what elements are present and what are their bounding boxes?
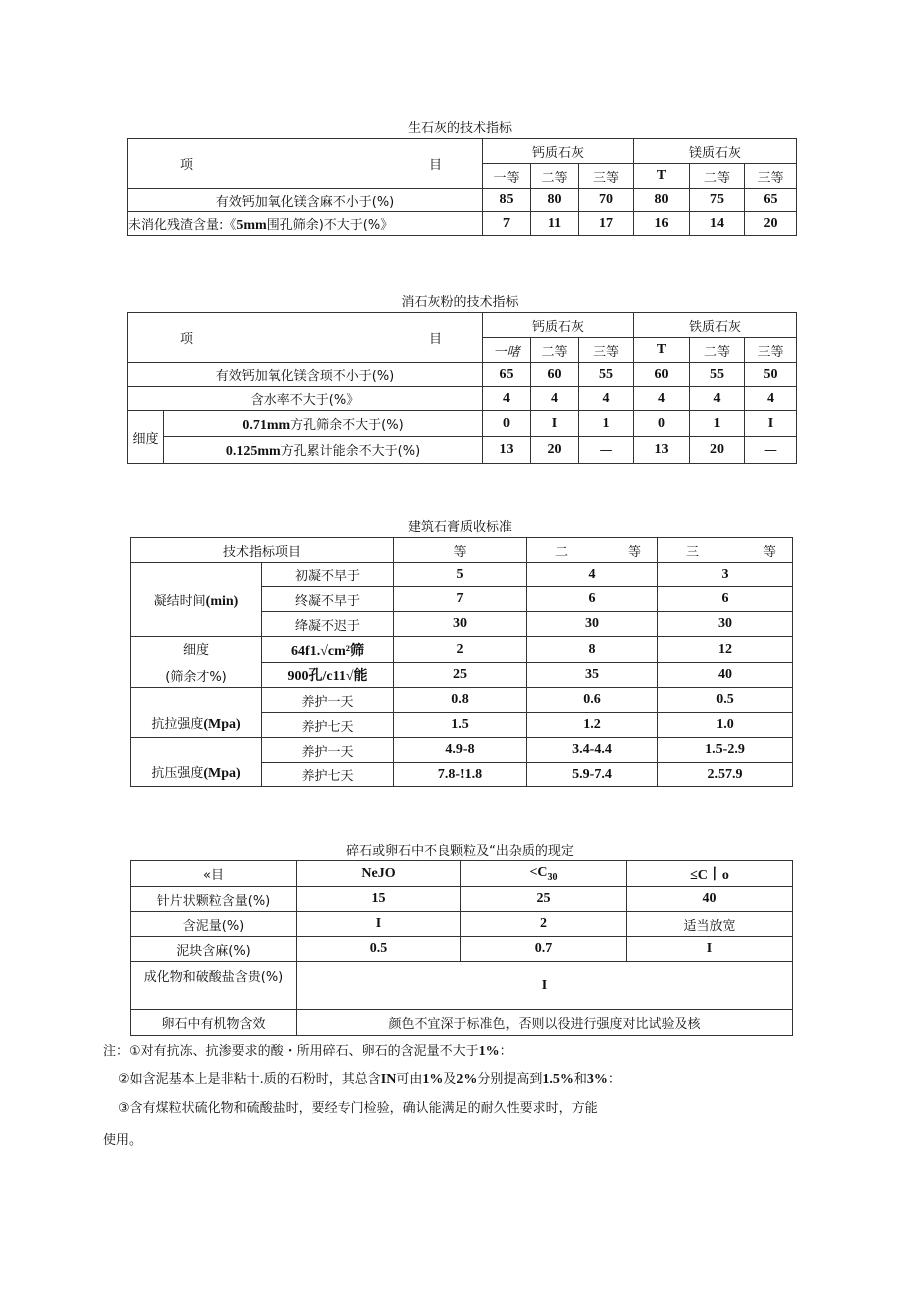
row-label: 成化物和破酸盐含贵(%) [131, 962, 297, 1010]
grade2-header: 二 等 [527, 538, 658, 563]
value-cell: 0.6 [527, 688, 658, 713]
row-label: 900孔/c11√能 [262, 663, 394, 688]
value-cell: 55 [690, 363, 745, 387]
grade2-header: $<C_{30}$ [461, 861, 627, 887]
value-cell: I [745, 411, 797, 437]
row-label: 有效钙加氧化镁含麻不小于(%) [128, 189, 483, 212]
row-label: 64f1.√cm²筛 [262, 637, 394, 663]
value-cell: 4 [579, 387, 634, 411]
value-cell: 0.5 [297, 937, 461, 962]
value-cell: 6 [527, 587, 658, 612]
value-cell: 1.0 [658, 713, 793, 738]
value-cell: 1.5 [394, 713, 527, 738]
table4-caption: 碎石或卵石中不良颗粒及“出杂质的现定 [346, 844, 574, 859]
grade-cell: T [634, 164, 690, 189]
grade1-header: NeJO [297, 861, 461, 887]
value-cell: 30 [394, 612, 527, 637]
value-cell: 65 [483, 363, 531, 387]
value-cell: 25 [461, 887, 627, 912]
value-cell: 30 [658, 612, 793, 637]
row-label: 绛凝不迟于 [262, 612, 394, 637]
row-label: 有效钙加氧化镁含顼不小于(%) [128, 363, 483, 387]
quicklime-spec-table [127, 138, 797, 236]
note-4: 使用。 [103, 1133, 143, 1148]
value-cell: 55 [579, 363, 634, 387]
value-cell: 0 [483, 411, 531, 437]
value-cell: 75 [690, 189, 745, 212]
value-cell: 7.8-!1.8 [394, 763, 527, 787]
hydrated-lime-spec-table [127, 312, 797, 464]
grade3-header: ≤C丨o [627, 861, 793, 887]
value-cell: — [745, 437, 797, 464]
row-label: 泥块含麻(%) [131, 937, 297, 962]
compressive-strength-label: 抗压强度(Mpa) [131, 738, 262, 787]
value-cell: I [297, 962, 793, 1010]
value-cell: 70 [579, 189, 634, 212]
item-header: 项 目 [128, 139, 483, 189]
value-cell: 0 [634, 411, 690, 437]
value-cell: 13 [483, 437, 531, 464]
value-cell: 35 [527, 663, 658, 688]
grade-cell: 一等 [483, 164, 531, 189]
row-label: 卵石中有机物含效 [131, 1010, 297, 1036]
grade-cell: 三等 [745, 164, 797, 189]
value-cell: 1.2 [527, 713, 658, 738]
row-label: 养护一天 [262, 688, 394, 713]
value-cell: 25 [394, 663, 527, 688]
aggregate-impurity-table [130, 860, 793, 1036]
value-cell: 4 [745, 387, 797, 411]
value-cell: 20 [745, 212, 797, 236]
value-cell: 1.5-2.9 [658, 738, 793, 763]
note-3: ③含有煤粒状硫化物和硫酸盐时，要经专门检验，确认能满足的耐久性要求时，方能 [118, 1101, 598, 1116]
note-2: ②如含泥基本上是非粘十.质的石粉时，其总含IN可由1%及2%分别提高到1.5%和3%： [118, 1072, 621, 1087]
grade3-header: 三 等 [658, 538, 793, 563]
grade1-header: 等 [394, 538, 527, 563]
grade-cell: 二等 [531, 164, 579, 189]
grade-cell: 一啫 [483, 338, 531, 363]
row-label: 养护一天 [262, 738, 394, 763]
setting-time-label: 凝结时间(min) [131, 563, 262, 637]
gypsum-standard-table [130, 537, 793, 787]
value-cell: 60 [634, 363, 690, 387]
value-cell: 4 [690, 387, 745, 411]
value-cell: 3 [658, 563, 793, 587]
grade-cell: 三等 [579, 164, 634, 189]
value-cell: 4 [483, 387, 531, 411]
row-label: 未消化残渣含量:《5mm围孔筛余)不大于(%》 [128, 212, 483, 236]
value-cell: 0.8 [394, 688, 527, 713]
value-cell: 80 [531, 189, 579, 212]
value-cell: 4 [531, 387, 579, 411]
value-cell: I [627, 937, 793, 962]
tensile-strength-label: 抗拉强度(Mpa) [131, 688, 262, 738]
value-cell: 1 [690, 411, 745, 437]
magnesium-lime-header: 镁质石灰 [634, 139, 797, 164]
item-header: «目 [131, 861, 297, 887]
fineness-label: 细度 [128, 411, 164, 464]
iron-lime-header: 铁质石灰 [634, 313, 797, 338]
value-cell: 2.57.9 [658, 763, 793, 787]
calcium-lime-header: 钙质石灰 [483, 313, 634, 338]
value-cell: 8 [527, 637, 658, 663]
fineness-label: 细度 (筛余才%) [131, 637, 262, 688]
value-cell: 14 [690, 212, 745, 236]
value-cell: 85 [483, 189, 531, 212]
value-cell: 2 [394, 637, 527, 663]
value-cell: I [531, 411, 579, 437]
value-cell: 50 [745, 363, 797, 387]
value-cell: 40 [627, 887, 793, 912]
value-cell: 16 [634, 212, 690, 236]
grade-cell: 二等 [690, 338, 745, 363]
value-cell: 适当放宽 [627, 912, 793, 937]
row-label: 养护七天 [262, 713, 394, 738]
value-cell: 20 [690, 437, 745, 464]
value-cell: 5.9-7.4 [527, 763, 658, 787]
value-cell: 11 [531, 212, 579, 236]
calcium-lime-header: 钙质石灰 [483, 139, 634, 164]
table2-caption: 消石灰粉的技术指标 [401, 295, 519, 310]
value-cell: 20 [531, 437, 579, 464]
item-header: 项 目 [128, 313, 483, 363]
value-cell: 15 [297, 887, 461, 912]
value-cell: 6 [658, 587, 793, 612]
value-cell: 65 [745, 189, 797, 212]
item-header: 技术指标项目 [131, 538, 394, 563]
row-label: 含水率不大于(%》 [128, 387, 483, 411]
grade-cell: 二等 [690, 164, 745, 189]
table1-caption: 生石灰的技术指标 [407, 121, 512, 136]
value-cell: 17 [579, 212, 634, 236]
value-cell: 1 [579, 411, 634, 437]
value-cell: 2 [461, 912, 627, 937]
note-1: 注：①对有抗冻、抗渗要求的酸・所用碎石、卵石的含泥量不大于1%： [103, 1044, 513, 1059]
grade-cell: 三等 [579, 338, 634, 363]
value-cell: 7 [483, 212, 531, 236]
value-cell: 13 [634, 437, 690, 464]
row-label: 0.71mm方孔筛余不大于(%) [164, 411, 483, 437]
value-cell: 4 [634, 387, 690, 411]
row-label: 含泥量(%) [131, 912, 297, 937]
grade-cell: T [634, 338, 690, 363]
row-label: 0.125mm方孔累计能余不大于(%) [164, 437, 483, 464]
table3-caption: 建筑石膏质收标准 [407, 520, 512, 535]
grade-cell: 三等 [745, 338, 797, 363]
value-cell: 30 [527, 612, 658, 637]
value-cell: I [297, 912, 461, 937]
value-cell: — [579, 437, 634, 464]
value-cell: 40 [658, 663, 793, 688]
grade-cell: 二等 [531, 338, 579, 363]
value-cell: 80 [634, 189, 690, 212]
row-label: 初凝不早于 [262, 563, 394, 587]
row-label: 终凝不早于 [262, 587, 394, 612]
value-cell: 0.5 [658, 688, 793, 713]
value-cell: 60 [531, 363, 579, 387]
value-cell: 4 [527, 563, 658, 587]
value-cell: 4.9-8 [394, 738, 527, 763]
row-label: 养护七天 [262, 763, 394, 787]
value-cell: 0.7 [461, 937, 627, 962]
value-cell: 7 [394, 587, 527, 612]
row-label: 针片状颗粒含量(%) [131, 887, 297, 912]
value-cell: 5 [394, 563, 527, 587]
value-cell: 3.4-4.4 [527, 738, 658, 763]
value-cell: 颜色不宜深于标准色，否则以役进行强度对比试验及核 [297, 1010, 793, 1036]
value-cell: 12 [658, 637, 793, 663]
